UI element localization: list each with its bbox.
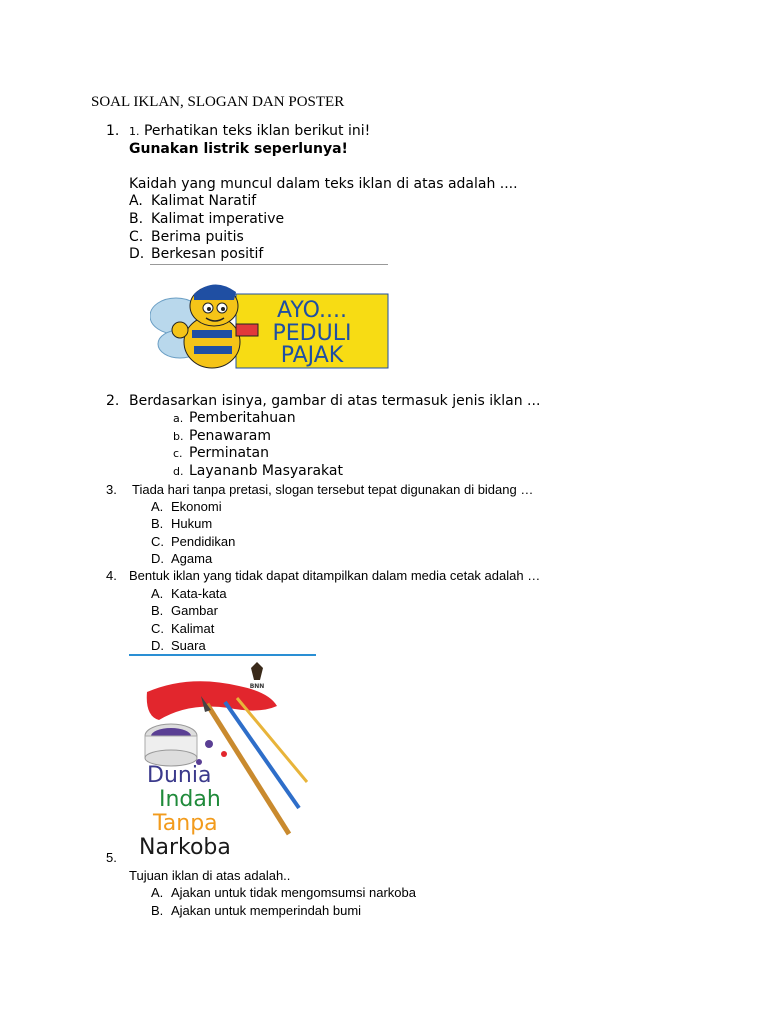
q1-number: 1. bbox=[106, 123, 120, 139]
option-letter: a. bbox=[173, 412, 184, 425]
option-text: Kata-kata bbox=[171, 586, 227, 601]
page-title: SOAL IKLAN, SLOGAN DAN POSTER bbox=[91, 94, 345, 110]
q2-option-c bbox=[173, 445, 269, 461]
option-letter: d. bbox=[173, 465, 184, 478]
option-letter: c. bbox=[173, 447, 183, 460]
q3-option-c bbox=[151, 534, 235, 549]
q4-option-a bbox=[151, 586, 227, 601]
option-letter: C. bbox=[151, 534, 164, 549]
q1-prompt-line bbox=[129, 123, 370, 139]
q4-option-b bbox=[151, 603, 218, 618]
option-text: Suara bbox=[171, 638, 206, 653]
option-text: Layananb Masyarakat bbox=[189, 463, 343, 479]
q3-option-a bbox=[151, 499, 222, 514]
q5-number: 5. bbox=[106, 850, 117, 865]
option-letter: B. bbox=[151, 516, 164, 531]
divider bbox=[129, 654, 316, 656]
option-text: Agama bbox=[171, 551, 213, 566]
option-text: Kalimat imperative bbox=[151, 211, 285, 227]
option-letter: B. bbox=[151, 603, 164, 618]
q4-question: Bentuk iklan yang tidak dapat ditampilkan dalam media cetak adalah … bbox=[129, 568, 541, 583]
q1-option-c bbox=[129, 229, 244, 245]
q2-option-a bbox=[173, 410, 296, 426]
option-letter: D. bbox=[151, 638, 164, 653]
option-letter: C. bbox=[151, 621, 164, 636]
q1-option-b bbox=[129, 211, 284, 227]
q4-option-d bbox=[151, 638, 206, 653]
q1-ad-text: Gunakan listrik seperlunya! bbox=[129, 141, 348, 157]
option-letter: B. bbox=[151, 903, 164, 918]
q2-option-d bbox=[173, 463, 343, 479]
poster-ayo-peduli-pajak bbox=[150, 272, 390, 376]
q5-option-b bbox=[151, 903, 361, 918]
option-letter: D. bbox=[151, 551, 164, 566]
q3-number: 3. bbox=[106, 482, 117, 497]
paint-brush-illustration bbox=[129, 658, 319, 860]
poster2-line-1: Dunia bbox=[147, 763, 212, 788]
option-text: Kalimat Naratif bbox=[151, 193, 257, 209]
option-text: Perminatan bbox=[189, 445, 269, 461]
option-text: Kalimat bbox=[171, 621, 215, 636]
q1-option-d bbox=[129, 246, 263, 262]
q4-number: 4. bbox=[106, 568, 117, 583]
option-letter: C. bbox=[129, 229, 144, 245]
option-letter: A. bbox=[151, 885, 164, 900]
divider bbox=[150, 264, 388, 265]
option-letter: B. bbox=[129, 211, 144, 227]
q3-question: Tiada hari tanpa pretasi, slogan tersebut tepat digunakan di bidang … bbox=[132, 482, 534, 497]
option-letter: A. bbox=[129, 193, 143, 209]
poster2-line-4: Narkoba bbox=[139, 835, 231, 860]
q1-sub-number: 1. bbox=[129, 125, 140, 138]
option-text: Penawaram bbox=[189, 428, 272, 444]
bnn-logo-label: BNN bbox=[249, 683, 265, 690]
option-text: Ekonomi bbox=[171, 499, 222, 514]
option-letter: b. bbox=[173, 430, 184, 443]
option-text: Berkesan positif bbox=[151, 246, 264, 262]
poster2-line-2: Indah bbox=[159, 787, 221, 812]
option-text: Ajakan untuk memperindah bumi bbox=[171, 903, 362, 918]
option-text: Hukum bbox=[171, 516, 213, 531]
q3-option-d bbox=[151, 551, 212, 566]
q4-option-c bbox=[151, 621, 214, 636]
option-text: Pemberitahuan bbox=[189, 410, 296, 426]
q2-option-b bbox=[173, 428, 271, 444]
poster-dunia-indah-tanpa-narkoba bbox=[129, 658, 319, 860]
q5-option-a bbox=[151, 885, 416, 900]
poster2-line-3: Tanpa bbox=[153, 811, 218, 836]
q2-number: 2. bbox=[106, 393, 120, 409]
bee-mascot-illustration bbox=[150, 272, 390, 376]
q1-question: Kaidah yang muncul dalam teks iklan di atas adalah .... bbox=[129, 176, 518, 192]
q5-question: Tujuan iklan di atas adalah.. bbox=[129, 868, 291, 883]
q2-question: Berdasarkan isinya, gambar di atas termasuk jenis iklan ... bbox=[129, 393, 541, 409]
option-letter: A. bbox=[151, 586, 164, 601]
q3-option-b bbox=[151, 516, 212, 531]
option-letter: D. bbox=[129, 246, 145, 262]
poster1-line-1: AYO.... bbox=[277, 298, 347, 323]
option-text: Pendidikan bbox=[171, 534, 236, 549]
option-text: Ajakan untuk tidak mengomsumsi narkoba bbox=[171, 885, 416, 900]
poster1-line-2: PEDULI bbox=[272, 321, 352, 346]
option-text: Gambar bbox=[171, 603, 218, 618]
option-text: Berima puitis bbox=[151, 229, 244, 245]
poster1-line-3: PAJAK bbox=[280, 343, 344, 368]
q1-prompt: Perhatikan teks iklan berikut ini! bbox=[143, 123, 371, 139]
q1-option-a bbox=[129, 193, 256, 209]
option-letter: A. bbox=[151, 499, 164, 514]
